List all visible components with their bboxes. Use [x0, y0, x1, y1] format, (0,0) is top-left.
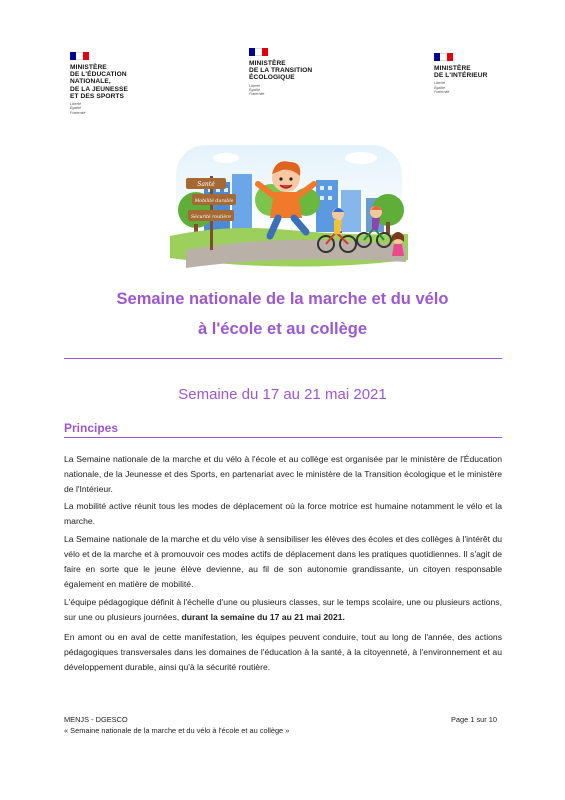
logo-name-line: MINISTÈRE: [434, 65, 471, 72]
page-title-line-1: Semaine nationale de la marche et du vélo: [116, 290, 449, 308]
paragraph-active-mobility: La mobilité active réunit tous les modes de déplacement où la force motrice est humaine notamment le vélo et la marche.: [64, 501, 502, 526]
logo-name-line: NATIONALE,: [70, 78, 111, 86]
ministry-ecology-logo: [249, 48, 312, 97]
paragraph-organization: La Semaine nationale de la marche et du vélo à l'école et au collège est organisée par le ministère de l'Éducation nationale, de la Jeunesse et des Sports, en partenariat avec le ministère de la Transition écologique et le ministère de l'Intérieur.: [64, 454, 502, 494]
paragraph-text: L'équipe pédagogique définit à l'échelle d'une ou plusieurs classes, sur le temps scolaire, une ou plusieurs actions, sur une ou plusieurs journées,: [64, 597, 502, 622]
french-flag-icon: [434, 53, 453, 61]
ministry-interior-logo: [434, 53, 488, 94]
logo-motto: Égalité: [249, 87, 260, 92]
logo-motto: Liberté: [70, 102, 81, 107]
sign-label: Santé: [197, 181, 215, 188]
logo-name-line: DE L'INTÉRIEUR: [434, 72, 488, 80]
logo-motto: Égalité: [70, 106, 81, 111]
footer-document-title: « Semaine nationale de la marche et du vélo à l'école et au collège »: [64, 726, 290, 735]
paragraph-team-actions: [64, 595, 502, 625]
logo-motto: Égalité: [434, 85, 445, 90]
footer-organization: MENJS - DGESCO: [64, 715, 128, 724]
logo-motto: Fraternité: [249, 92, 265, 97]
logo-motto: Liberté: [434, 81, 445, 86]
logo-name-line: DE LA JEUNESSE: [70, 85, 128, 93]
highlighted-dates: durant la semaine du 17 au 21 mai 2021.: [181, 612, 345, 622]
page-number: Page 1 sur 10: [451, 715, 498, 724]
logo-name-line: ET DES SPORTS: [70, 92, 125, 100]
paragraph-cross-curricular: En amont ou en aval de cette manifestation, les équipes peuvent conduire, tout au long de l'année, des actions pédagogiques transversales dans les domaines de l'éducation à la santé, à la citoyenneté, à l'environnement et au développement durable, ainsi qu'à la sécurité routière.: [64, 632, 502, 672]
logo-name-line: DE LA TRANSITION: [249, 67, 313, 75]
logo-motto: Fraternité: [434, 90, 450, 94]
french-flag-icon: [249, 48, 268, 56]
sign-label: Sécurité routière: [191, 215, 231, 220]
kids-walking-cycling-illustration: [166, 140, 412, 276]
title-divider: [64, 358, 502, 359]
ministry-education-logo: [70, 52, 128, 115]
sign-label: Mobilité durable: [194, 199, 234, 204]
logo-name-line: MINISTÈRE: [70, 64, 107, 71]
french-flag-icon: [70, 52, 89, 60]
logo-name-line: MINISTÈRE: [249, 60, 286, 67]
paragraph-objectives: La Semaine nationale de la marche et du vélo vise à sensibiliser les élèves des écoles et des collèges à l'intérêt du vélo et de la marche et à promouvoir ces modes actifs de déplacement dans les pratiques quotidiennes. Il s'agit de faire en sorte que le jeune élève devienne, au fil de son autonomie grandissante, un citoyen responsable également en matière de mobilité.: [64, 534, 502, 589]
cloud: [213, 153, 239, 163]
logo-motto: Fraternité: [70, 110, 86, 115]
section-divider: [64, 437, 502, 438]
cloud: [345, 152, 377, 164]
logo-name-line: DE L'ÉDUCATION: [70, 71, 127, 79]
logo-name-line: ÉCOLOGIQUE: [249, 74, 295, 82]
logo-motto: Liberté: [249, 83, 260, 88]
section-heading: Principes: [64, 421, 119, 435]
page-title-line-2: à l'école et au collège: [198, 320, 367, 338]
event-dates-subtitle: Semaine du 17 au 21 mai 2021: [178, 386, 387, 403]
